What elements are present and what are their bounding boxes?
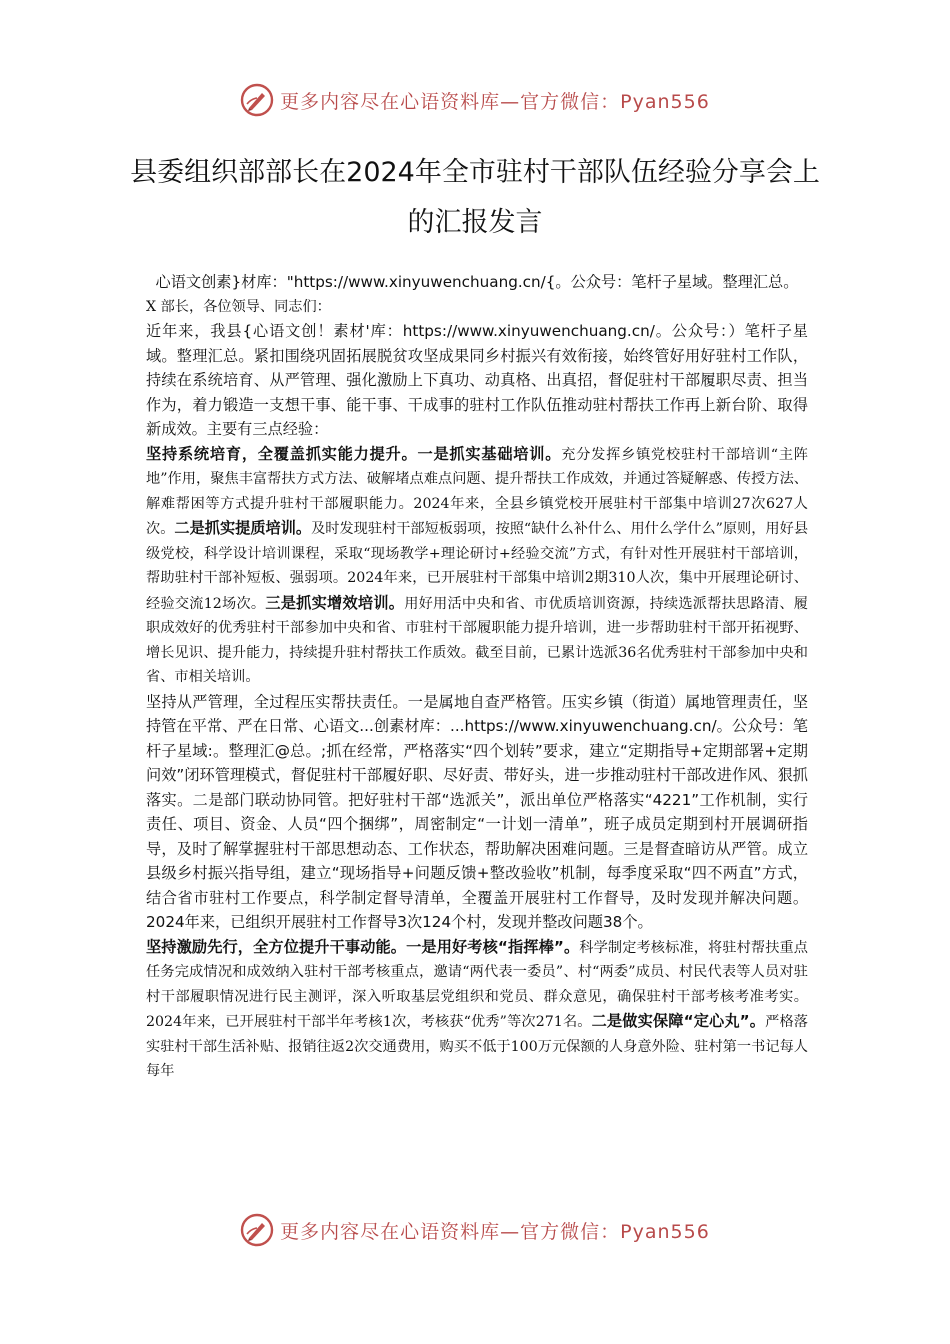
opening-paragraph: 近年来，我县{心语文创！素材'库：https://www.xinyuwenchuang.cn/。公众号：）笔杆子星域。整理汇总。紧扣围绕巩固拓展脱贫攻坚成果同乡村振兴有效衔接，始终管好用好驻村工作队，持续在系统培育、从严管理、强化激励上下真功、动真格、出真招，督促驻村干部履职尽责、担当作为，着力锻造一支想干事、能干事、干成事的驻村工作队伍推动驻村帮扶工作再上新台阶、取得新成效。主要有三点经验：	[146, 322, 808, 438]
pen-logo-icon	[240, 1213, 274, 1247]
footer-watermark-banner	[0, 1208, 950, 1252]
source-line: 心语文创素}材库："https://www.xinyuwenchuang.cn/{。公众号：笔杆子星域。整理汇总。	[155, 273, 799, 291]
section-1-point-3: 三是抓实增效培训。	[265, 593, 405, 612]
section-1-text-3: 用好用活中央和省、市优质培训资源，持续选派帮扶思路清、履职成效好的优秀驻村干部参加中央和省、市驻村干部履职能力提升培训，进一步帮助驻村干部开拓视野、增长见识、提升能力，持续提升驻村帮扶工作质效。截至目前，已累计选派36名优秀驻村干部参加中央和省、市相关培训。	[146, 595, 808, 685]
section-3-point-2: 二是做实保障“定心丸”。	[591, 1012, 766, 1030]
section-1-paragraph	[146, 442, 808, 690]
section-1-point-2: 二是抓实提质培训。	[174, 519, 312, 537]
page-title: 县委组织部部长在2024年全市驻村干部队伍经验分享会上的汇报发言	[130, 157, 820, 238]
section-3-text-1: 科学制定考核标准，将驻村帮扶重点任务完成情况和成效纳入驻村干部考核重点，邀请“两代表一委员”、村“两委”成员、村民代表等人员对驻村干部履职情况进行民主测评，深入听取基层党组织和党员、群众意见，确保驻村干部考核考准考实。2024年来，已开展驻村干部半年考核1次，考核获“优秀”等次271名。	[146, 939, 808, 1030]
section-3-paragraph	[146, 935, 808, 1084]
document-body	[146, 270, 808, 1084]
header-watermark-banner	[0, 78, 950, 122]
section-1-text-1: 充分发挥乡镇党校驻村干部培训“主阵地”作用，聚焦丰富帮扶方式方法、破解堵点难点问题、提升帮扶工作成效，并通过答疑解惑、传授方法、解难帮困等方式提升驻村干部履职能力。2024年来，全县乡镇党校开展驻村干部集中培训27次627人次。	[146, 446, 808, 537]
section-1-text-2: 及时发现驻村干部短板弱项，按照“缺什么补什么、用什么学什么”原则，用好县级党校，科学设计培训课程，采取“现场教学+理论研讨+经验交流”方式，有针对性开展驻村干部培训，帮助驻村干部补短板、强弱项。2024年来，已开展驻村干部集中培训2期310人次，集中开展理论研讨、经验交流12场次。	[146, 521, 809, 612]
banner-text: 更多内容尽在心语资料库—官方微信：Pyan556	[280, 1220, 710, 1243]
banner-text: 更多内容尽在心语资料库—官方微信：Pyan556	[280, 90, 710, 113]
salutation: X 部长，各位领导、同志们：	[146, 298, 331, 315]
section-3-text-2: 严格落实驻村干部生活补贴、报销往返2次交通费用，购买不低于100万元保额的人身意外险、驻村第一书记每人每年	[146, 1014, 808, 1079]
section-3-lead: 坚持激励先行，全方位提升干事动能。一是用好考核“指挥棒”。	[146, 937, 580, 956]
section-2-paragraph: 坚持从严管理，全过程压实帮扶责任。一是属地自查严格管。压实乡镇（街道）属地管理责任，坚持管在平常、严在日常、心语文...创素材库：...https://www.xinyuwenchuang.cn/。公众号：笔杆子星域:。整理汇@总。;抓在经常，严格落实“四个划转”要求，建立“定期指导+定期部署+定期问效”闭环管理模式，督促驻村干部履好职、尽好责、带好头，进一步推动驻村干部改进作风、狠抓落实。二是部门联动协同管。把好驻村干部“选派关”，派出单位严格落实“4221”工作机制，实行责任、项目、资金、人员“四个捆绑”，周密制定“一计划一清单”，班子成员定期到村开展调研指导，及时了解掌握驻村干部思想动态、工作状态，帮助解决困难问题。三是督查暗访从严管。成立县级乡村振兴指导组，建立“现场指导+问题反馈+整改验收”机制，每季度采取“四不两直”方式，结合省市驻村工作要点，科学制定督导清单，全覆盖开展驻村工作督导，及时发现并解决问题。2024年来，已组织开展驻村工作督导3次124个村，发现并整改问题38个。	[146, 692, 808, 931]
section-1-lead: 坚持系统培育，全覆盖抓实能力提升。一是抓实基础培训。	[146, 444, 562, 463]
pen-logo-icon	[240, 83, 274, 117]
